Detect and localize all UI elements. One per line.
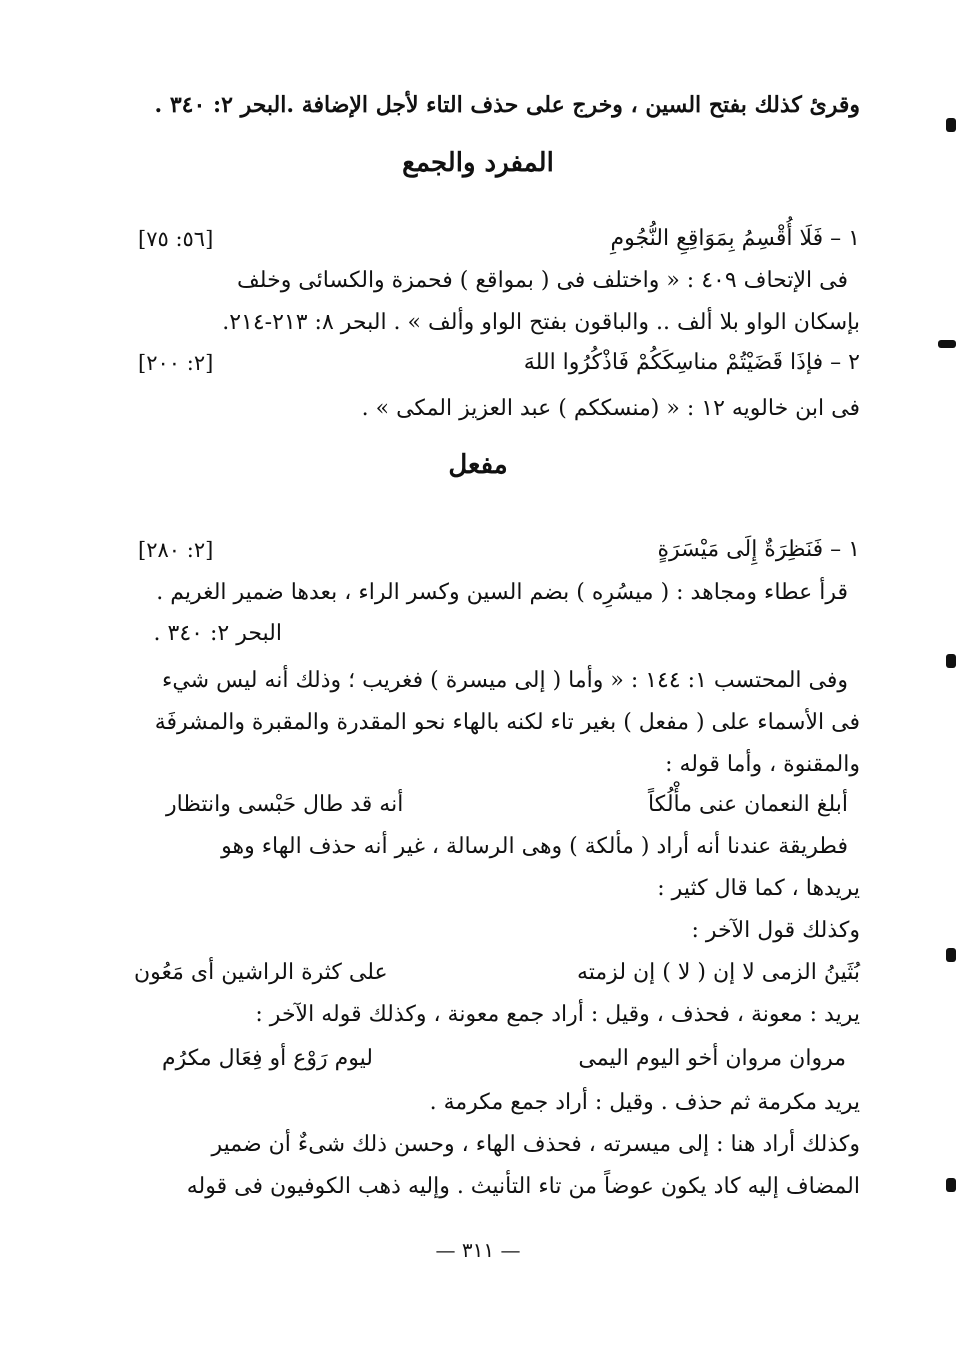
poem-hemistich-first: أبلغ النعمان عنى مأْلُكاً (648, 792, 848, 817)
verse-line: ١ – فَنَظِرَةٌ إِلَى مَيْسَرَةٍ (657, 537, 860, 562)
text-line: يريد : معونة ، فحذف ، وقيل : أراد جمع معونة ، وكذلك قوله الآخر : (255, 1002, 860, 1027)
scan-margin-mark (946, 118, 956, 132)
section-heading-mafal: مفعل (448, 450, 508, 480)
scan-margin-mark (946, 654, 956, 668)
text-line: البحر ٢: ٣٤٠ . (153, 621, 282, 646)
text-line: المضاف إليه كاد يكون عوضاً من تاء التأنيث . وإليه ذهب الكوفيون فى قوله (186, 1174, 860, 1199)
text-line: قرأ عطاء ومجاهد : ( ميسُرِه ) بضم السين وكسر الراء ، بعدها ضمير الغريم . (156, 580, 848, 605)
scan-margin-mark (946, 948, 956, 962)
page-number: — ٣١١ — (435, 1238, 521, 1262)
verse-reference: [٢: ٢٨٠] (138, 538, 214, 562)
scan-margin-mark (938, 340, 956, 348)
verse-line: ١ – فَلَا أُقْسِمُ بِمَوَاقِعِ النُّجُومِ (610, 226, 860, 251)
poem-hemistich-second: على كثرة الراشين أى مَعُون (134, 960, 388, 985)
section-heading-singular-plural: المفرد والجمع (402, 148, 554, 178)
text-line: بإسكان الواو بلا ألف .. والباقون بفتح الواو وألف » . البحر ٨: ٢١٣-٢١٤. (222, 310, 860, 335)
text-line: يريدها ، كما قال كثير : (657, 876, 860, 901)
text-line: يريد مكرمة ثم حذف . وقيل : أراد جمع مكرمة . (429, 1090, 860, 1115)
text-line: وكذلك قول الآخر : (691, 918, 860, 943)
poem-hemistich-second: ليوم رَوْع أو فِعَال مكرُم (162, 1046, 373, 1071)
text-line: وكذلك أراد هنا : إلى ميسرته ، فحذف الهاء ، وحسن ذلك شىءٌ أن ضمير (211, 1132, 860, 1157)
scan-margin-mark (946, 1178, 956, 1192)
text-line: وقرئ كذلك بفتح السين ، وخرج على حذف التاء لأجل الإضافة .البحر ٢: ٣٤٠ . (154, 92, 860, 118)
poem-hemistich-first: بُثَينُ الزمى لا إن ( لا ) إن لزمته (576, 960, 860, 985)
text-line: فى الأسماء على ( مفعل ) بغير تاء لكنه بالهاء نحو المقدرة والمقبرة والمشرفَة (154, 710, 860, 735)
text-line: فطريقة عندنا أنه أراد ( مألكة ) وهى الرسالة ، غير أنه حذف الهاء وهو (221, 834, 848, 859)
poem-hemistich-second: أنه قد طال حَبْسى وانتظار (166, 792, 404, 817)
text-line: وفى المحتسب ١: ١٤٤ : « وأما ( إلى ميسرة ) فغريب ؛ وذلك أنه ليس شيء (162, 668, 848, 693)
verse-reference: [٥٦: ٧٥] (138, 227, 214, 251)
text-line: فى ابن خالويه ١٢ : « (منسككم ) عبد العزيز المكى » . (361, 396, 860, 421)
text-line: فى الإتحاف ٤٠٩ : « واختلف فى ( بمواقع ) فحمزة والكسائى وخلف (237, 268, 848, 293)
text-line: والمقنوة ، وأما قوله : (665, 752, 860, 777)
verse-reference: [٢: ٢٠٠] (138, 351, 214, 375)
poem-hemistich-first: مروان مروان أخو اليوم اليمى (578, 1046, 846, 1071)
verse-line: ٢ – فإذَا قَضَيْتُمْ مناسِكَكُمْ فَاذْكُرُوا اللهَ (523, 350, 860, 375)
